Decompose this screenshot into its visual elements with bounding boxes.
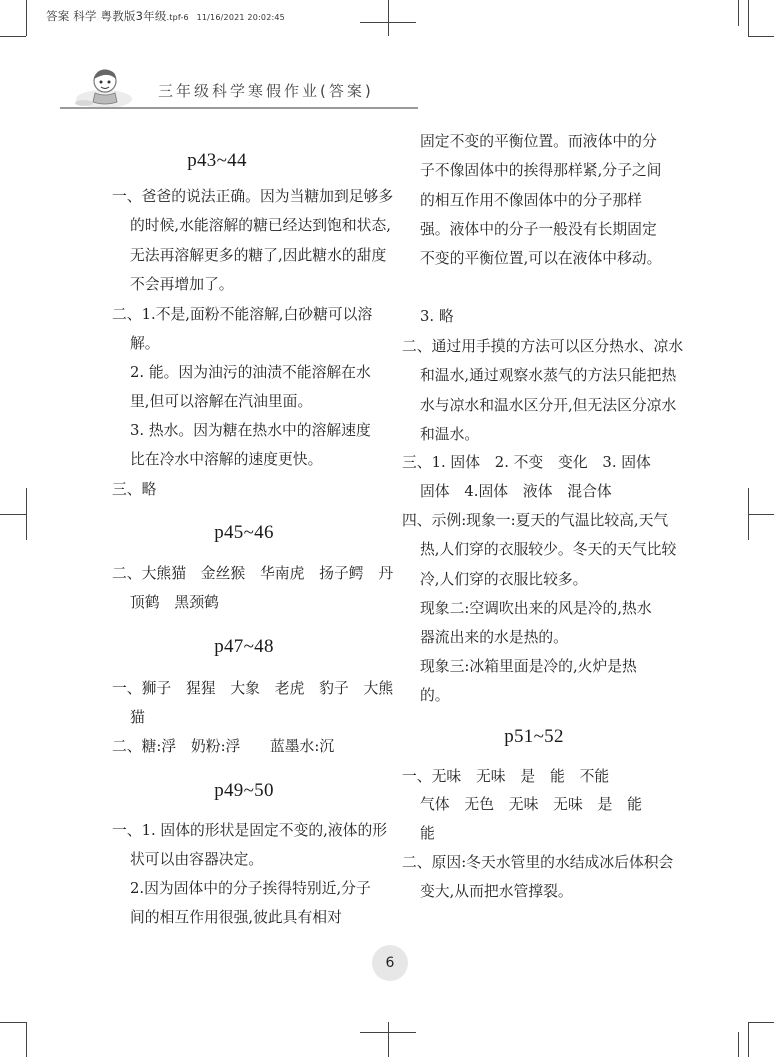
section-heading: p49~50 — [214, 780, 274, 801]
answer-item: 2. 能。因为油污的油渍不能溶解在水里,但可以溶解在汽油里面。 — [130, 364, 371, 411]
file-ext: .tpf-6 — [166, 13, 189, 22]
header-divider — [60, 107, 418, 109]
section-heading: p43~44 — [187, 150, 247, 171]
answer-item: 现象三:冰箱里面是冷的,火炉是热的。 — [420, 658, 637, 705]
crop-mark — [748, 0, 749, 36]
file-timestamp: 11/16/2021 20:02:45 — [196, 13, 285, 22]
crop-mark — [26, 488, 27, 540]
crop-mark — [748, 488, 749, 540]
answer-item: 现象二:空调吹出来的风是冷的,热水器流出来的水是热的。 — [420, 600, 652, 647]
section-heading: p51~52 — [504, 726, 564, 747]
answer-item: 一、狮子 猩猩 大象 老虎 豹子 大熊猫 — [112, 680, 394, 727]
answer-item: 二、大熊猫 金丝猴 华南虎 扬子鳄 丹顶鹤 黑颈鹤 — [112, 565, 394, 612]
file-name: 答案 科学 粤教版3年级 — [46, 9, 167, 23]
crop-mark — [388, 1022, 389, 1057]
answer-item: 3. 热水。因为糖在热水中的溶解速度比在冷水中溶解的速度更快。 — [130, 422, 371, 469]
crop-mark — [748, 1022, 749, 1057]
crop-mark — [748, 514, 774, 515]
file-meta — [46, 8, 285, 24]
answer-item: 三、略 — [112, 481, 157, 498]
answer-item: 四、示例:现象一:夏天的气温比较高,天气热,人们穿的衣服较少。冬天的天气比较冷,人们穿的衣服比较多。 — [402, 512, 677, 588]
crop-mark — [26, 0, 27, 36]
mascot-icon — [74, 66, 146, 110]
crop-mark — [0, 1022, 26, 1023]
answer-item: 一、爸爸的说法正确。因为当糖加到足够多的时候,水能溶解的糖已经达到饱和状态,无法再溶解更多的糖了,因此糖水的甜度不会再增加了。 — [112, 188, 394, 293]
answer-item: 二、1.不是,面粉不能溶解,白砂糖可以溶解。 — [112, 306, 373, 353]
answer-item: 一、无味 无味 是 能 不能 — [402, 768, 610, 785]
crop-mark — [0, 36, 26, 37]
answer-item: 固体 4.固体 液体 混合体 — [420, 483, 612, 500]
answer-item: 固定不变的平衡位置。而液体中的分子不像固体中的挨得那样紧,分子之间的相互作用不像固体中的分子那样强。液体中的分子一般没有长期固定不变的平衡位置,可以在液体中移动。 — [420, 133, 662, 268]
crop-mark — [748, 1022, 774, 1023]
crop-mark — [0, 514, 26, 515]
answer-item: 二、糖:浮 奶粉:浮 蓝墨水:沉 — [112, 738, 335, 755]
section-heading: p45~46 — [214, 522, 274, 543]
answer-item: 一、1. 固体的形状是固定不变的,液体的形状可以由容器决定。 — [112, 822, 388, 869]
section-heading: p47~48 — [214, 636, 274, 657]
crop-mark — [748, 36, 774, 37]
crop-mark — [738, 1032, 739, 1057]
answer-item: 3. 略 — [420, 308, 454, 325]
crop-mark — [388, 0, 389, 36]
answer-item: 2.因为固体中的分子挨得特别近,分子间的相互作用很强,彼此具有相对 — [130, 880, 371, 927]
answer-item: 气体 无色 无味 无味 是 能 能 — [420, 796, 657, 843]
page-number: 6 — [372, 945, 408, 981]
crop-mark — [738, 0, 739, 26]
crop-mark — [26, 1022, 27, 1057]
answer-item: 二、通过用手摸的方法可以区分热水、凉水和温水,通过观察水蒸气的方法只能把热水与凉水和温水区分开,但无法区分凉水和温水。 — [402, 338, 684, 443]
answer-item: 三、1. 固体 2. 不变 变化 3. 固体 — [402, 454, 651, 471]
header-title: 三年级科学寒假作业(答案) — [158, 82, 374, 100]
answer-item: 二、原因:冬天水管里的水结成冰后体积会变大,从而把水管撑裂。 — [402, 854, 674, 901]
